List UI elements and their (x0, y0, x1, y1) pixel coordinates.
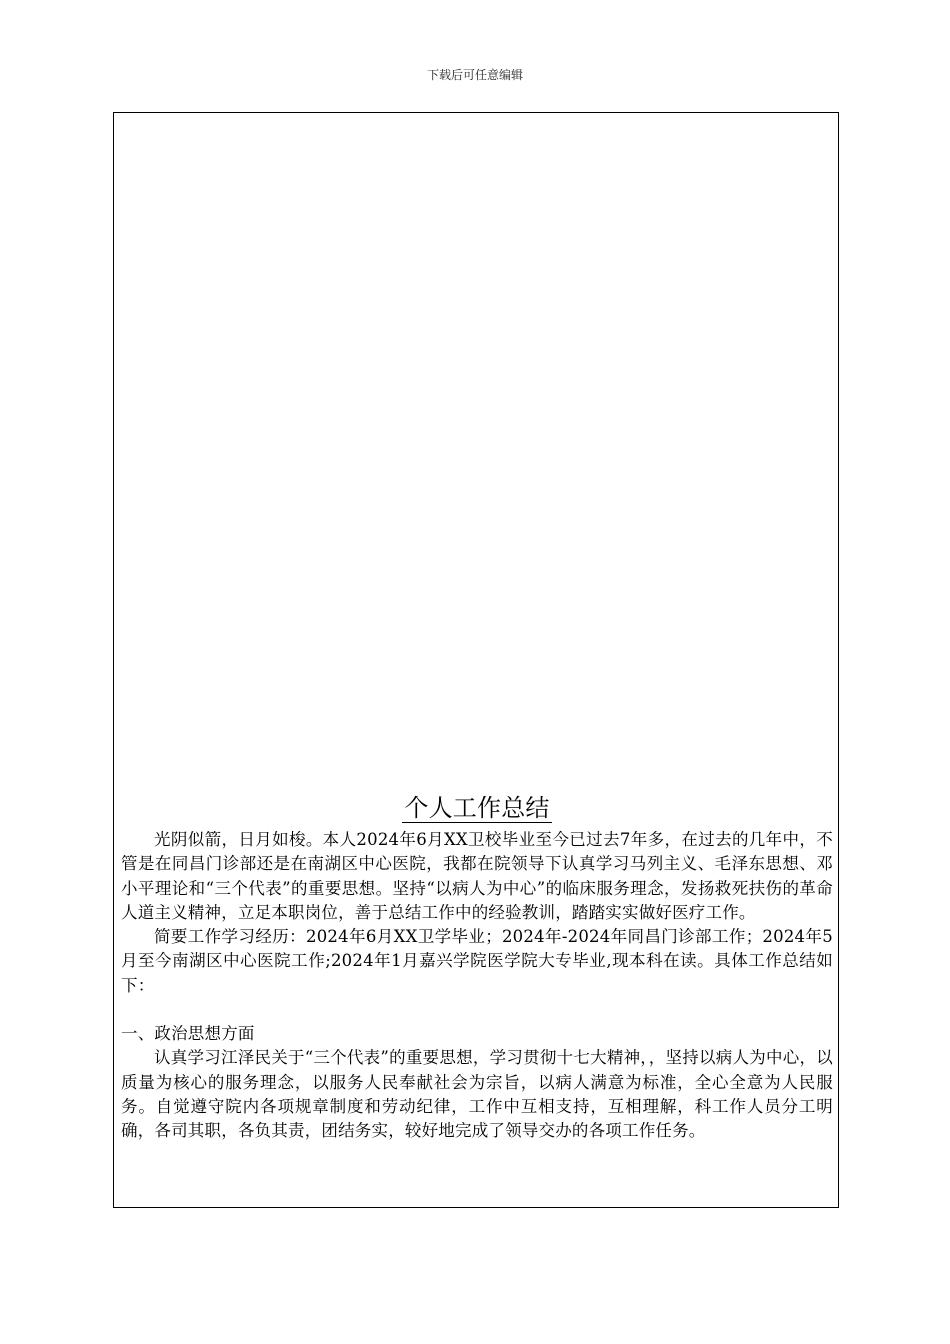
header-note: 下载后可任意编辑 (426, 68, 523, 82)
intro-paragraph: 光阴似箭，日月如梭。本人2024年6月XX卫校毕业至今已过去7年多，在过去的几年中，不管是在同昌门诊部还是在南湖区中心医院，我都在院领导下认真学习马列主义、毛泽东思想、邓小平理论和“三个代表”的重要思想。坚持“以病人为中心”的临床服务理念，发扬救死扶伤的革命人道主义精神，立足本职岗位，善于总结工作中的经验教训，踏踏实实做好医疗工作。 (121, 830, 833, 922)
document-title (121, 788, 833, 828)
document-content (121, 788, 833, 1144)
document-title-text: 个人工作总结 (404, 794, 550, 822)
experience-paragraph: 简要工作学习经历：2024年6月XX卫学毕业；2024年-2024年同昌门诊部工作；2024年5月至今南湖区中心医院工作;2024年1月嘉兴学院医学院大专毕业,现本科在读。具体工作总结如下： (121, 927, 833, 995)
blank-line (121, 998, 833, 1022)
section-body-political: 认真学习江泽民关于“三个代表”的重要思想，学习贯彻十七大精神，，坚持以病人为中心，以质量为核心的服务理念，以服务人民奉献社会为宗旨，以病人满意为标准，全心全意为人民服务。自觉遵守院内各项规章制度和劳动纪律，工作中互相支持，互相理解，科工作人员分工明确，各司其职，各负其责，团结务实，较好地完成了领导交办的各项工作任务。 (121, 1048, 833, 1141)
section-heading-political: 一、政治思想方面 (121, 1024, 255, 1044)
